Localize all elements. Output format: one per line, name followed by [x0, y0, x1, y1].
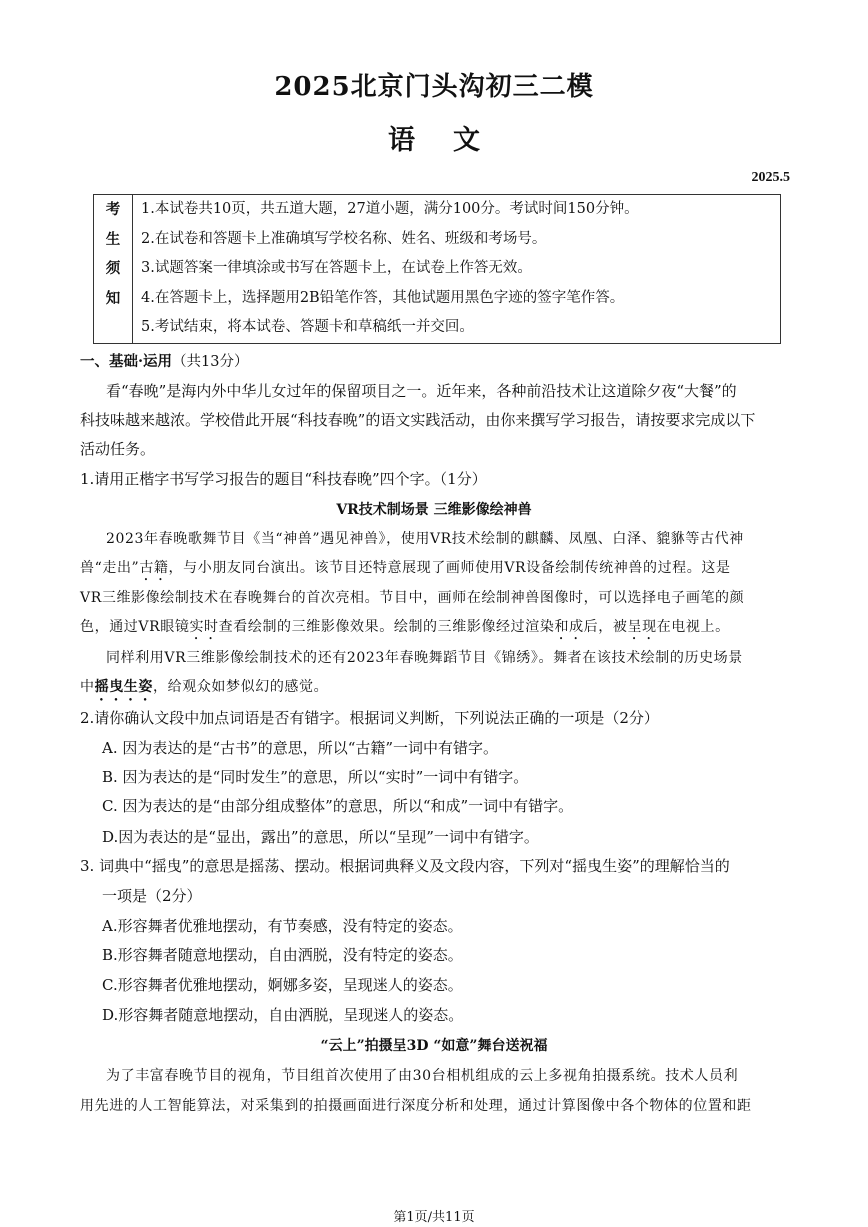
passage-line: 2023年春晚歌舞节目《当“神兽”遇见神兽》，使用VR技术绘制的麒麟、凤凰、白泽、貔貅等古代神: [106, 531, 744, 547]
option: A.形容舞者优雅地摆动，有节奏感，没有特定的姿态。: [102, 917, 463, 935]
dotted-word: 古籍: [139, 560, 169, 576]
notice-label: 考 生 须 知: [94, 195, 133, 344]
notice-item: 2.在试卷和答题卡上准确填写学校名称、姓名、班级和考场号。: [141, 230, 547, 247]
exam-notice-table: [93, 194, 781, 344]
page-number: 第1页/共11页: [393, 1210, 475, 1225]
intro-line: 看“春晚”是海内外中华儿女过年的保留项目之一。近年来，各种前沿技术让这道除夕夜“大餐”的: [106, 382, 737, 400]
intro-line: 科技味越来越浓。学校借此开展“科技春晚”的语文实践活动，由你来撰写学习报告，请按要求完成以下: [80, 411, 756, 429]
notice-item: 4.在答题卡上，选择题用2B铅笔作答，其他试题用黑色字迹的签字笔作答。: [141, 289, 625, 306]
option: B.形容舞者随意地摆动，自由洒脱，没有特定的姿态。: [102, 946, 463, 964]
dotted-word: 呈现: [627, 619, 657, 635]
intro-line: 活动任务。: [80, 440, 156, 458]
passage-line: VR三维影像绘制技术在春晚舞台的首次亮相。节目中，画师在绘制神兽图像时，可以选择电子画笔的颜: [80, 590, 745, 606]
dotted-word: 实时: [189, 619, 219, 635]
option: B. 因为表达的是“同时发生”的意思，所以“实时”一词中有错字。: [102, 768, 529, 786]
option: D.因为表达的是“显出，露出”的意思，所以“呈现”一词中有错字。: [102, 828, 539, 846]
passage-line: 同样利用VR三维影像绘制技术的还有2023年春晚舞蹈节目《锦绣》。舞者在该技术绘制的历史场景: [106, 650, 743, 666]
section-title: 一、基础·运用（共13分）: [80, 353, 249, 370]
question-1: 1.请用正楷字书写学习报告的题目“科技春晚”四个字。（1分）: [80, 470, 487, 488]
dotted-word: 和成: [554, 619, 584, 635]
passage-line: 用先进的人工智能算法，对采集到的拍摄画面进行深度分析和处理，通过计算图像中各个物体的位置和距: [80, 1098, 752, 1114]
passage-heading: VR技术制场景 三维影像绘神兽: [336, 502, 532, 518]
notice-item: 5.考试结束，将本试卷、答题卡和草稿纸一并交回。: [141, 319, 474, 336]
notice-item: 1.本试卷共10页，共五道大题，27道小题，满分100分。考试时间150分钟。: [141, 201, 639, 217]
subject-title: 语文: [388, 125, 518, 156]
passage-line: 兽“走出”古籍，与小朋友同台演出。该节目还特意展现了画师使用VR设备绘制传统神兽的过程。这是: [80, 560, 731, 576]
question-3-stem: 一项是（2分）: [102, 887, 202, 905]
passage-heading: “云上”拍摄呈3D “如意”舞台送祝福: [320, 1038, 548, 1054]
passage-line: 中摇曳生姿，给观众如梦似幻的感觉。: [80, 679, 329, 695]
page-title: 2025北京门头沟初三二模: [274, 72, 594, 102]
passage-line: 色，通过VR眼镜实时查看绘制的三维影像效果。绘制的三维影像经过渲染和成后，被呈现在电视上。: [80, 619, 730, 635]
notice-item: 3.试题答案一律填涂或书写在答题卡上，在试卷上作答无效。: [141, 260, 532, 277]
option: D.形容舞者随意地摆动，自由洒脱，呈现迷人的姿态。: [102, 1006, 464, 1024]
question-3-stem: 3. 词典中“摇曳”的意思是摇荡、摆动。根据词典释义及文段内容，下列对“摇曳生姿”的理解恰当的: [80, 857, 730, 875]
option: C.形容舞者优雅地摆动，婀娜多姿，呈现迷人的姿态。: [102, 976, 463, 994]
dotted-word: 摇曳生姿: [94, 679, 154, 695]
exam-date: 2025.5: [751, 170, 790, 185]
option: A. 因为表达的是“古书”的意思，所以“古籍”一词中有错字。: [102, 739, 499, 757]
passage-line: 为了丰富春晚节目的视角，节目组首次使用了由30台相机组成的云上多视角拍摄系统。技术人员利: [106, 1068, 739, 1084]
notice-items: [133, 195, 781, 344]
question-2-stem: 2.请你确认文段中加点词语是否有错字。根据词义判断，下列说法正确的一项是（2分）: [80, 709, 659, 727]
option: C. 因为表达的是“由部分组成整体”的意思，所以“和成”一词中有错字。: [102, 797, 574, 815]
